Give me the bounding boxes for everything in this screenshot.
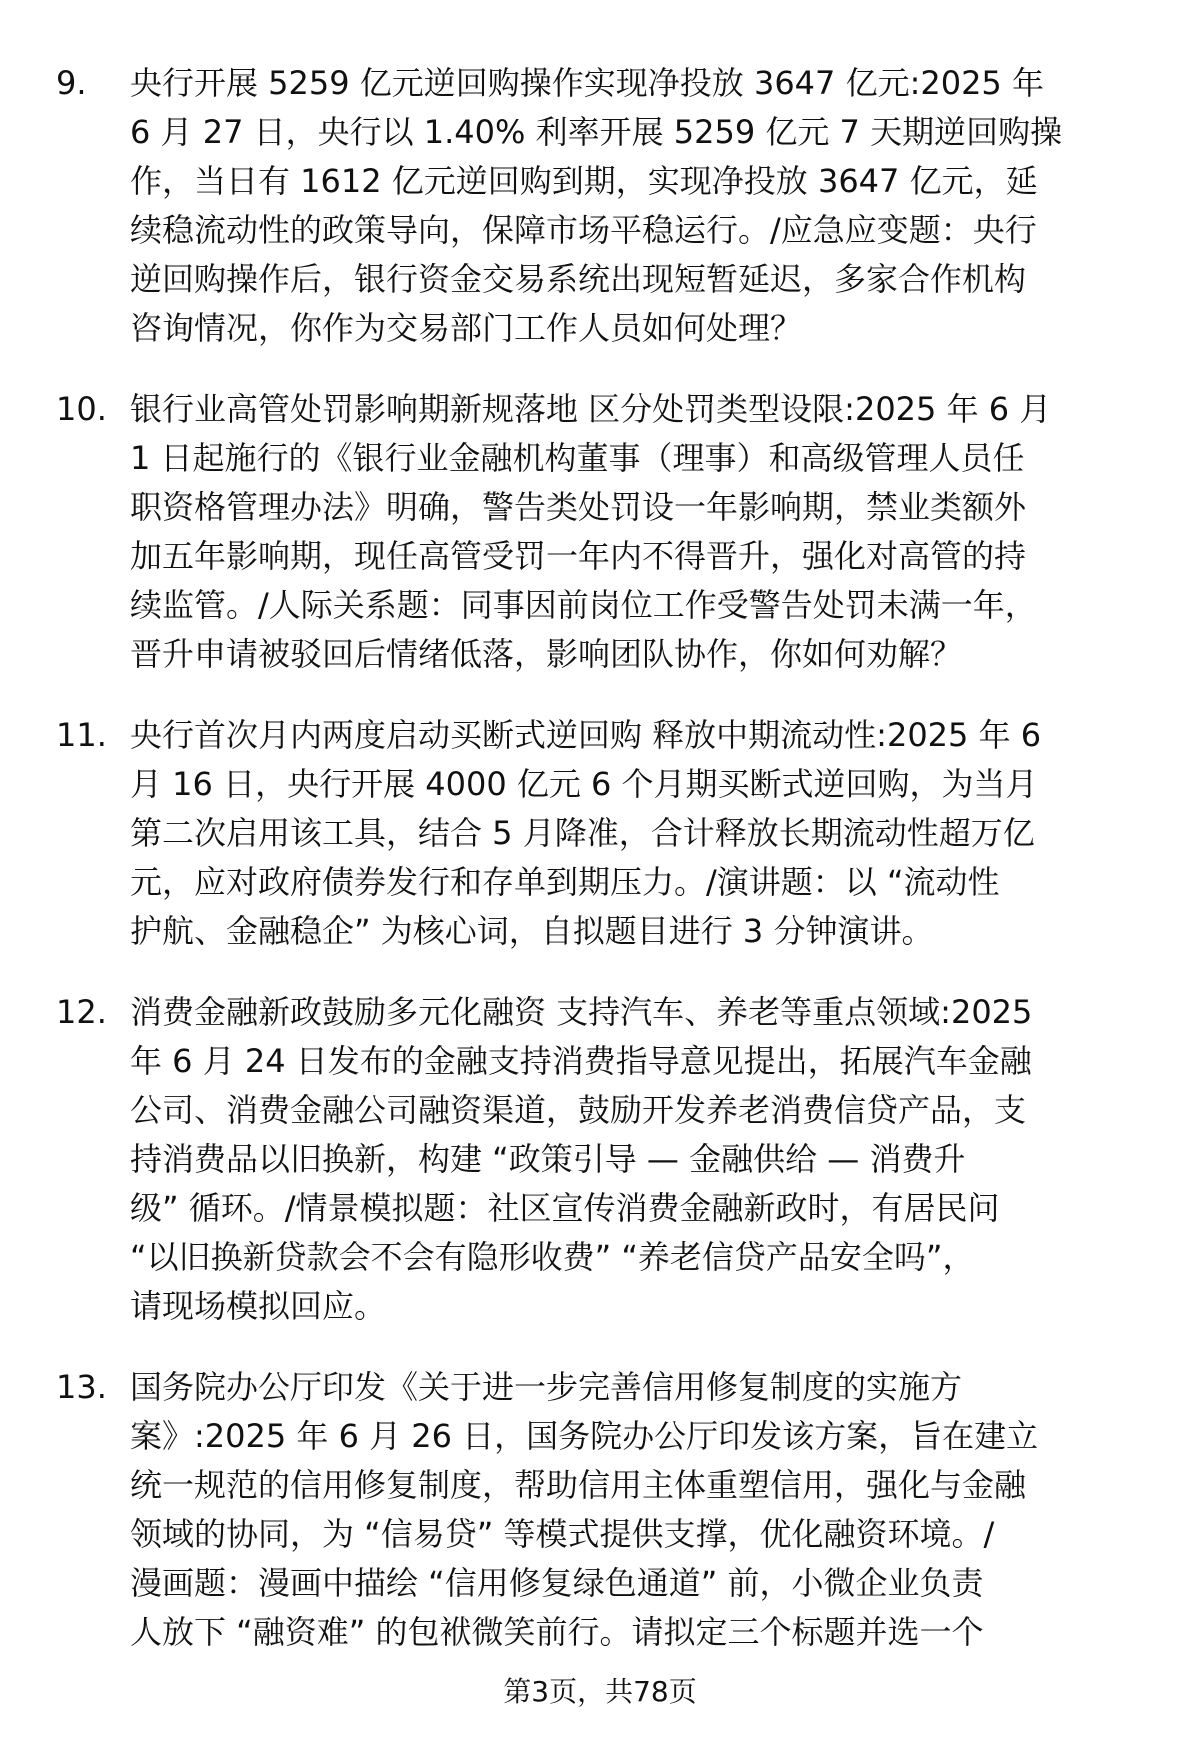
text-line: 公司、消费金融公司融资渠道，鼓励开发养老消费信贷产品，支 (130, 1091, 1027, 1129)
text-line: 元，应对政府债券发行和存单到期压力。/演讲题：以 “流动性 (130, 863, 1000, 901)
text-line: 国务院办公厅印发《关于进一步完善信用修复制度的实施方 (130, 1368, 963, 1406)
item-text (130, 385, 1170, 679)
text-line: 银行业高管处罚影响期新规落地 区分处罚类型设限:2025 年 6 月 (130, 390, 1052, 428)
text-line: 逆回购操作后，银行资金交易系统出现短暂延迟，多家合作机构 (130, 260, 1027, 298)
text-line: 加五年影响期，现任高管受罚一年内不得晋升，强化对高管的持 (130, 537, 1027, 575)
item-text (130, 711, 1170, 956)
item-text (130, 988, 1170, 1331)
item-number: 13. (56, 1368, 107, 1406)
text-line: 作，当日有 1612 亿元逆回购到期，实现净投放 3647 亿元，延 (130, 162, 1038, 200)
text-line: 持消费品以旧换新，构建 “政策引导 — 金融供给 — 消费升 (130, 1140, 966, 1178)
text-line: 月 16 日，央行开展 4000 亿元 6 个月期买断式逆回购，为当月 (130, 765, 1038, 803)
text-line: 续监管。/人际关系题：同事因前岗位工作受警告处罚未满一年， (130, 586, 1037, 624)
list-item (0, 59, 1200, 353)
text-line: 咨询情况，你作为交易部门工作人员如何处理？ (130, 309, 803, 347)
text-line: 人放下 “融资难” 的包袱微笑前行。请拟定三个标题并选一个 (130, 1613, 984, 1651)
text-line: 案》:2025 年 6 月 26 日，国务院办公厅印发该方案，旨在建立 (130, 1417, 1039, 1455)
text-line: 第二次启用该工具，结合 5 月降准，合计释放长期流动性超万亿 (130, 814, 1035, 852)
item-text (130, 59, 1170, 353)
text-line: 统一规范的信用修复制度，帮助信用主体重塑信用，强化与金融 (130, 1466, 1027, 1504)
text-line: 续稳流动性的政策导向，保障市场平稳运行。/应急应变题：央行 (130, 211, 1037, 249)
page-number: 第3页，共78页 (503, 1675, 697, 1708)
text-line: 1 日起施行的《银行业金融机构董事（理事）和高级管理人员任 (130, 439, 1025, 477)
text-line: 晋升申请被驳回后情绪低落，影响团队协作，你如何劝解？ (130, 635, 963, 673)
text-line: 6 月 27 日，央行以 1.40% 利率开展 5259 亿元 7 天期逆回购操 (130, 113, 1063, 151)
list-item (0, 1363, 1200, 1657)
list-item (0, 385, 1200, 679)
item-number: 10. (56, 390, 107, 428)
text-line: 领域的协同，为 “信易贷” 等模式提供支撑，优化融资环境。/ (130, 1515, 995, 1553)
item-text (130, 1363, 1170, 1657)
text-line: 央行开展 5259 亿元逆回购操作实现净投放 3647 亿元:2025 年 (130, 64, 1044, 102)
item-number: 9. (56, 64, 87, 102)
text-line: 消费金融新政鼓励多元化融资 支持汽车、养老等重点领域:2025 (130, 993, 1033, 1031)
item-number: 11. (56, 716, 107, 754)
text-line: 年 6 月 24 日发布的金融支持消费指导意见提出，拓展汽车金融 (130, 1042, 1032, 1080)
text-line: “以旧换新贷款会不会有隐形收费” “养老信贷产品安全吗”， (130, 1238, 975, 1276)
text-line: 请现场模拟回应。 (130, 1287, 387, 1325)
text-line: 级” 循环。/情景模拟题：社区宣传消费金融新政时，有居民问 (130, 1189, 1000, 1227)
list-item (0, 988, 1200, 1331)
list-item (0, 711, 1200, 956)
text-line: 护航、金融稳企” 为核心词，自拟题目进行 3 分钟演讲。 (130, 912, 934, 950)
text-line: 职资格管理办法》明确，警告类处罚设一年影响期，禁业类额外 (130, 488, 1027, 526)
text-line: 央行首次月内两度启动买断式逆回购 释放中期流动性:2025 年 6 (130, 716, 1042, 754)
question-list (0, 59, 1200, 1689)
item-number: 12. (56, 993, 107, 1031)
text-line: 漫画题：漫画中描绘 “信用修复绿色通道” 前，小微企业负责 (130, 1564, 984, 1602)
